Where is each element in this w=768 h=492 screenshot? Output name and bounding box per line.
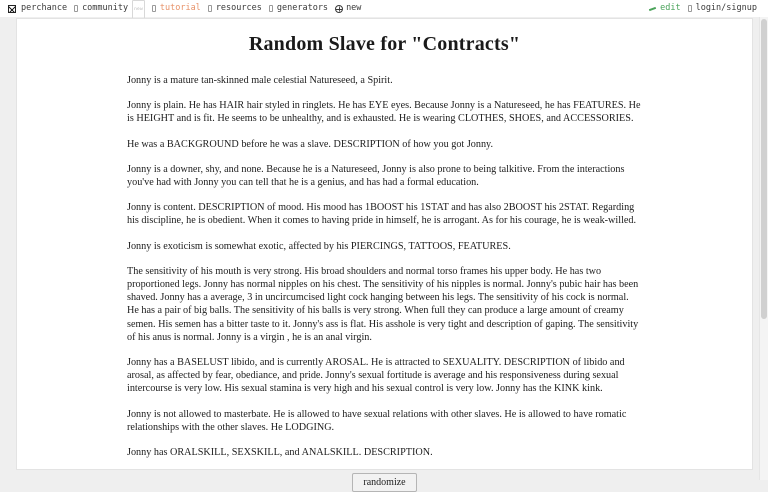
nav-item-label: new	[346, 3, 362, 13]
output-paragraph: Jonny has ORALSKILL, SEXSKILL, and ANALSKILL. DESCRIPTION.	[127, 447, 433, 459]
community-new-badge: new	[132, 0, 145, 19]
nav-item-label: community	[82, 3, 129, 13]
nav-item-tutorial[interactable]	[150, 0, 206, 17]
output-paragraph: He was a BACKGROUND before he was a slave. DESCRIPTION of how you got Jonny.	[127, 138, 494, 150]
globe-icon	[335, 5, 343, 13]
generator-card	[16, 18, 753, 489]
top-navigation-bar	[0, 0, 768, 17]
nav-item-label: tutorial	[159, 3, 201, 13]
perchance-logo-icon	[8, 5, 16, 13]
bars-icon	[74, 5, 78, 12]
bars-icon	[208, 5, 212, 12]
bars-icon	[152, 5, 156, 12]
output-paragraph: Jonny is a downer, shy, and none. Because he is a Natureseed, Jonny is also prone to being talkitive. From the interactions you've had with Jonny you can tell that he is a genius, and has had a formal education.	[127, 163, 625, 189]
nav-item-login-signup[interactable]	[686, 0, 762, 17]
button-row	[127, 473, 642, 492]
nav-item-label: edit	[660, 3, 681, 13]
nav-item-label: login/signup	[695, 3, 757, 13]
pencil-icon	[649, 6, 656, 10]
nav-item-generators[interactable]	[267, 0, 333, 17]
nav-item-new[interactable]	[333, 0, 366, 17]
output-paragraph: Jonny is content. DESCRIPTION of mood. His mood has 1BOOST his 1STAT and has also 2BOOST his 2STAT. Regarding his discipline, he is obedient. When it comes to having pride in himself, he is arrogant. As for his courage, he is weak-willed.	[127, 202, 637, 227]
nav-item-label: perchance	[21, 3, 68, 13]
nav-item-community[interactable]	[72, 0, 150, 18]
nav-right-group	[647, 0, 762, 17]
page-scrollbar[interactable]	[759, 17, 768, 480]
output-paragraph: Jonny is plain. He has HAIR hair styled in ringlets. He has EYE eyes. Because Jonny is a Natureseed, he has FEATURES. He is HEIGHT and is fit. He seems to be unhealthy, and is exhausted. He is wearing CLOTHES, SHOES, and ACCESSORIES.	[127, 100, 641, 125]
nav-left-group	[6, 0, 366, 18]
output-paragraph: The sensitivity of his mouth is very strong. His broad shoulders and normal torso frames his upper body. He has two proportioned legs. Jonny has normal nipples on his chest. The sensitivity of his nipples is normal. Jonny's pubic hair has been shaved. Jonny has a average, 3 in uncircumcised light cock hanging between his legs. The sensitivity of his cock is normal. He has a pair of big balls. The sensitivity of his balls is very strong. When full they can produce a large amount of creamy semen. His semen has a bitter taste to it. Jonny's ass is flat. His asshole is very tight and description of gaping. The sensitivity of his anus is normal. Jonny is a virgin , he is an anal virgin.	[127, 265, 639, 343]
page-title: Random Slave for "Contracts"	[248, 33, 521, 55]
generator-output-text	[17, 56, 752, 492]
nav-item-perchance[interactable]	[6, 0, 72, 17]
bars-icon	[269, 5, 273, 12]
nav-item-edit[interactable]	[647, 0, 685, 17]
randomize-button[interactable]: randomize	[352, 473, 416, 492]
nav-item-label: generators	[276, 3, 329, 13]
nav-item-label: resources	[215, 3, 262, 13]
output-paragraph: Jonny is exoticism is somewhat exotic, affected by his PIERCINGS, TATTOOS, FEATURES.	[127, 240, 511, 252]
output-paragraph: Jonny is a mature tan-skinned male celestial Natureseed, a Spirit.	[127, 75, 393, 86]
nav-item-resources[interactable]	[206, 0, 267, 17]
output-paragraph: Jonny is not allowed to masterbate. He is allowed to have sexual relations with other slaves. He is allowed to have romatic relationships with the other slaves. He LODGING.	[127, 408, 627, 433]
output-paragraph: Jonny has a BASELUST libido, and is currently AROSAL. He is attracted to SEXUALITY. DESCRIPTION of libido and arosal, as affected by fear, obediance, and pride. Jonny's sexual fortitude is average and his responsiveness during sexual intercourse is very low. His sexual stamina is very high and his sexual control is very low. Jonny has the KINK kink.	[127, 357, 625, 395]
scrollbar-thumb[interactable]	[761, 19, 767, 319]
bars-icon	[688, 5, 692, 12]
